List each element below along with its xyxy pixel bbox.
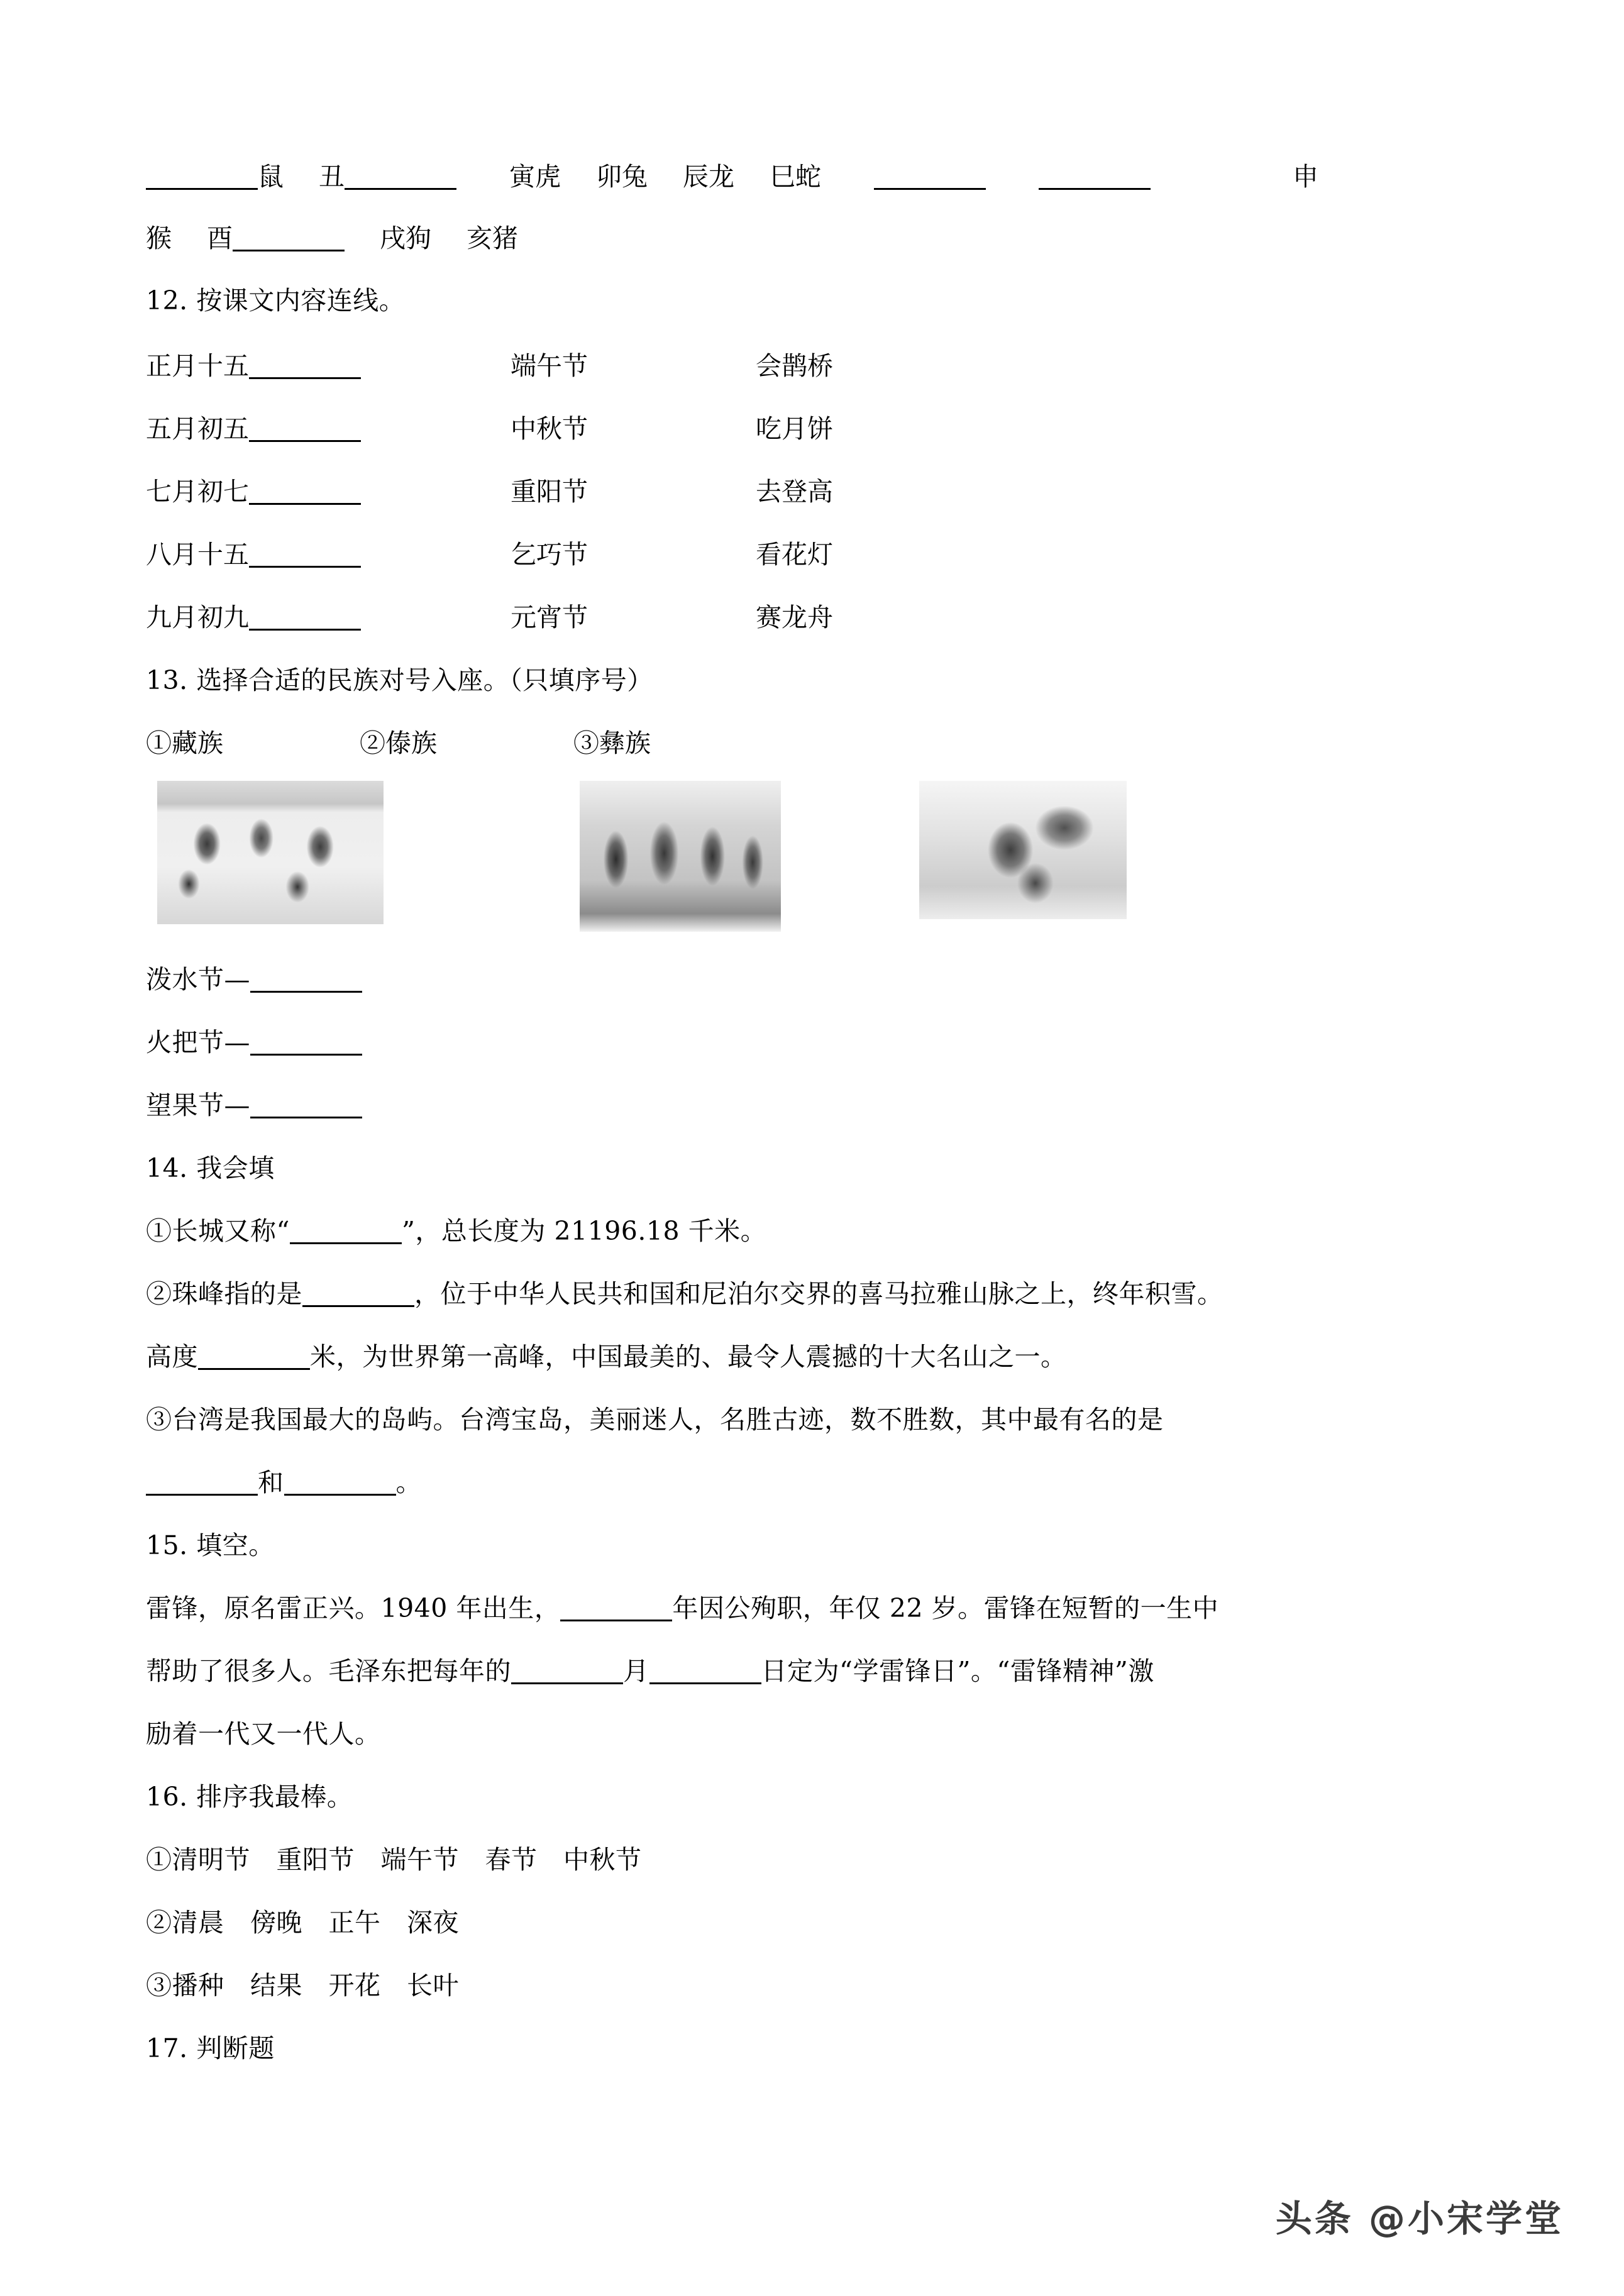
festival-blank-wangguo[interactable] bbox=[250, 1091, 362, 1118]
table-row bbox=[146, 460, 1007, 523]
match-festival-cell[interactable]: 中秋节 bbox=[511, 414, 588, 444]
option-dai[interactable]: ②傣族 bbox=[360, 728, 437, 758]
question-15-line-2 bbox=[146, 1640, 1485, 1703]
table-row bbox=[146, 586, 1007, 649]
ethnic-festival-photo-2 bbox=[580, 781, 781, 932]
zodiac-label-dragon: 辰龙 bbox=[683, 162, 734, 192]
q14-item3-text-b: 和 bbox=[258, 1467, 284, 1498]
question-14-item-1 bbox=[146, 1200, 1485, 1262]
match-date-cell bbox=[146, 334, 511, 397]
zodiac-label-you: 酉 bbox=[207, 223, 233, 253]
table-row bbox=[146, 334, 1007, 397]
match-date-cell bbox=[146, 460, 511, 523]
q15-text-b: 年因公殉职，年仅 22 岁。雷锋在短暂的一生中 bbox=[672, 1593, 1219, 1623]
ethnic-horse-rider-photo-3 bbox=[919, 781, 1127, 919]
festival-blank-torch[interactable] bbox=[250, 1029, 362, 1056]
zodiac-blank-zi[interactable] bbox=[146, 163, 258, 190]
question-15-line-1 bbox=[146, 1577, 1485, 1640]
zodiac-blank-horse[interactable] bbox=[874, 163, 986, 190]
match-date-label: 八月十五 bbox=[146, 539, 249, 570]
zodiac-blank-ox[interactable] bbox=[345, 163, 456, 190]
q15-blank-month[interactable] bbox=[511, 1657, 623, 1684]
table-row bbox=[146, 523, 1007, 586]
zodiac-blank-goat[interactable] bbox=[1039, 163, 1151, 190]
ethnic-festival-photo-1 bbox=[157, 781, 384, 924]
q15-text-c: 帮助了很多人。毛泽东把每年的 bbox=[146, 1656, 511, 1686]
q15-blank-year[interactable] bbox=[560, 1594, 672, 1621]
match-festival-cell[interactable]: 乞巧节 bbox=[511, 539, 588, 570]
q15-text-d: 月 bbox=[623, 1656, 649, 1686]
q14-item3-text-a: ③台湾是我国最大的岛屿。台湾宝岛，美丽迷人，名胜古迹，数不胜数，其中最有名的是 bbox=[146, 1405, 1164, 1435]
festival-blank-water-splashing[interactable] bbox=[250, 966, 362, 993]
q15-text-a: 雷锋，原名雷正兴。1940 年出生， bbox=[146, 1593, 561, 1623]
match-custom-cell[interactable]: 吃月饼 bbox=[756, 414, 833, 444]
q15-blank-day[interactable] bbox=[649, 1657, 761, 1684]
zodiac-label-snake: 巳蛇 bbox=[770, 162, 821, 192]
zodiac-line-2 bbox=[146, 207, 1485, 269]
q14-item1-blank[interactable] bbox=[290, 1217, 402, 1244]
zodiac-label-rat: 鼠 bbox=[258, 162, 284, 192]
table-row bbox=[146, 397, 1007, 460]
zodiac-label-shen: 申 bbox=[1293, 162, 1318, 192]
match-date-label: 五月初五 bbox=[146, 414, 249, 444]
q14-item2-blank-name[interactable] bbox=[302, 1280, 414, 1307]
match-custom-cell[interactable]: 会鹊桥 bbox=[756, 351, 833, 381]
match-blank[interactable] bbox=[249, 541, 361, 568]
festival-label-wangguo: 望果节— bbox=[146, 1090, 250, 1120]
match-date-cell bbox=[146, 523, 511, 586]
zodiac-label-chou: 丑 bbox=[319, 162, 345, 192]
festival-row-wangguo bbox=[146, 1074, 1485, 1137]
zodiac-label-monkey: 猴 bbox=[146, 223, 172, 253]
q14-item2-text-d: 米，为世界第一高峰，中国最美的、最令人震撼的十大名山之一。 bbox=[310, 1342, 1067, 1372]
question-14-item-2-line-2 bbox=[146, 1325, 1485, 1388]
q14-item1-text-b: ”，总长度为 21196.18 千米。 bbox=[401, 1216, 767, 1246]
match-festival-cell[interactable]: 重阳节 bbox=[511, 477, 588, 507]
q15-text-f: 励着一代又一代人。 bbox=[146, 1719, 381, 1749]
question-16-item-1: ①清明节 重阳节 端午节 春节 中秋节 bbox=[146, 1845, 642, 1875]
match-custom-cell[interactable]: 赛龙舟 bbox=[756, 602, 833, 632]
festival-label-water-splashing: 泼水节— bbox=[146, 964, 250, 995]
q14-item2-text-c: 高度 bbox=[146, 1342, 198, 1372]
zodiac-label-tiger: 寅虎 bbox=[509, 162, 561, 192]
q15-text-e: 日定为“学雷锋日”。“雷锋精神”激 bbox=[761, 1656, 1154, 1686]
zodiac-label-dog: 戌狗 bbox=[380, 223, 431, 253]
question-16-title: 16. 排序我最棒。 bbox=[146, 1782, 353, 1812]
match-date-label: 正月十五 bbox=[146, 351, 249, 381]
question-17-title: 17. 判断题 bbox=[146, 2033, 275, 2063]
question-15-line-3 bbox=[146, 1703, 1485, 1765]
festival-row-water-splashing bbox=[146, 948, 1485, 1011]
question-14-item-2-line-1 bbox=[146, 1262, 1485, 1325]
q14-item1-text-a: ①长城又称“ bbox=[146, 1216, 290, 1246]
question-12-title: 12. 按课文内容连线。 bbox=[146, 285, 406, 316]
option-yi[interactable]: ③彝族 bbox=[573, 728, 651, 758]
zodiac-line-1 bbox=[146, 146, 1485, 207]
question-13-image-row bbox=[146, 781, 1485, 938]
question-15-title: 15. 填空。 bbox=[146, 1530, 275, 1560]
match-festival-cell[interactable]: 元宵节 bbox=[511, 602, 588, 632]
zodiac-label-pig: 亥猪 bbox=[467, 223, 518, 253]
match-blank[interactable] bbox=[249, 352, 361, 379]
match-festival-cell[interactable]: 端午节 bbox=[511, 351, 588, 381]
question-14-title: 14. 我会填 bbox=[146, 1153, 275, 1183]
question-12-matching-table bbox=[146, 334, 1007, 649]
match-custom-cell[interactable]: 去登高 bbox=[756, 477, 833, 507]
q14-item2-text-b: ，位于中华人民共和国和尼泊尔交界的喜马拉雅山脉之上，终年积雪。 bbox=[414, 1279, 1224, 1309]
match-blank[interactable] bbox=[249, 415, 361, 442]
question-16-item-3: ③播种 结果 开花 长叶 bbox=[146, 1970, 459, 2001]
match-date-label: 七月初七 bbox=[146, 477, 249, 507]
watermark: 头条 @小宋学堂 bbox=[1275, 2197, 1564, 2240]
q14-item2-text-a: ②珠峰指的是 bbox=[146, 1279, 302, 1309]
match-date-cell bbox=[146, 397, 511, 460]
zodiac-blank-rooster[interactable] bbox=[233, 224, 345, 251]
match-blank[interactable] bbox=[249, 478, 361, 505]
q14-item3-blank-1[interactable] bbox=[146, 1469, 258, 1496]
match-custom-cell[interactable]: 看花灯 bbox=[756, 539, 833, 570]
zodiac-label-rabbit: 卯兔 bbox=[596, 162, 648, 192]
question-16-item-2: ②清晨 傍晚 正午 深夜 bbox=[146, 1907, 459, 1938]
q14-item2-blank-height[interactable] bbox=[198, 1343, 310, 1370]
festival-row-torch bbox=[146, 1011, 1485, 1074]
q14-item3-blank-2[interactable] bbox=[284, 1469, 396, 1496]
option-tibetan[interactable]: ①藏族 bbox=[146, 728, 223, 758]
match-date-cell bbox=[146, 586, 511, 649]
question-13-options bbox=[146, 712, 1485, 775]
festival-label-torch: 火把节— bbox=[146, 1027, 250, 1057]
worksheet-content bbox=[146, 146, 1485, 2080]
question-13-title: 13. 选择合适的民族对号入座。（只填序号） bbox=[146, 665, 653, 695]
match-date-label: 九月初九 bbox=[146, 602, 249, 632]
question-14-item-3-line-1 bbox=[146, 1388, 1485, 1451]
q14-item3-text-c: 。 bbox=[395, 1467, 422, 1498]
question-14-item-3-line-2 bbox=[146, 1451, 1485, 1514]
match-blank[interactable] bbox=[249, 604, 361, 631]
